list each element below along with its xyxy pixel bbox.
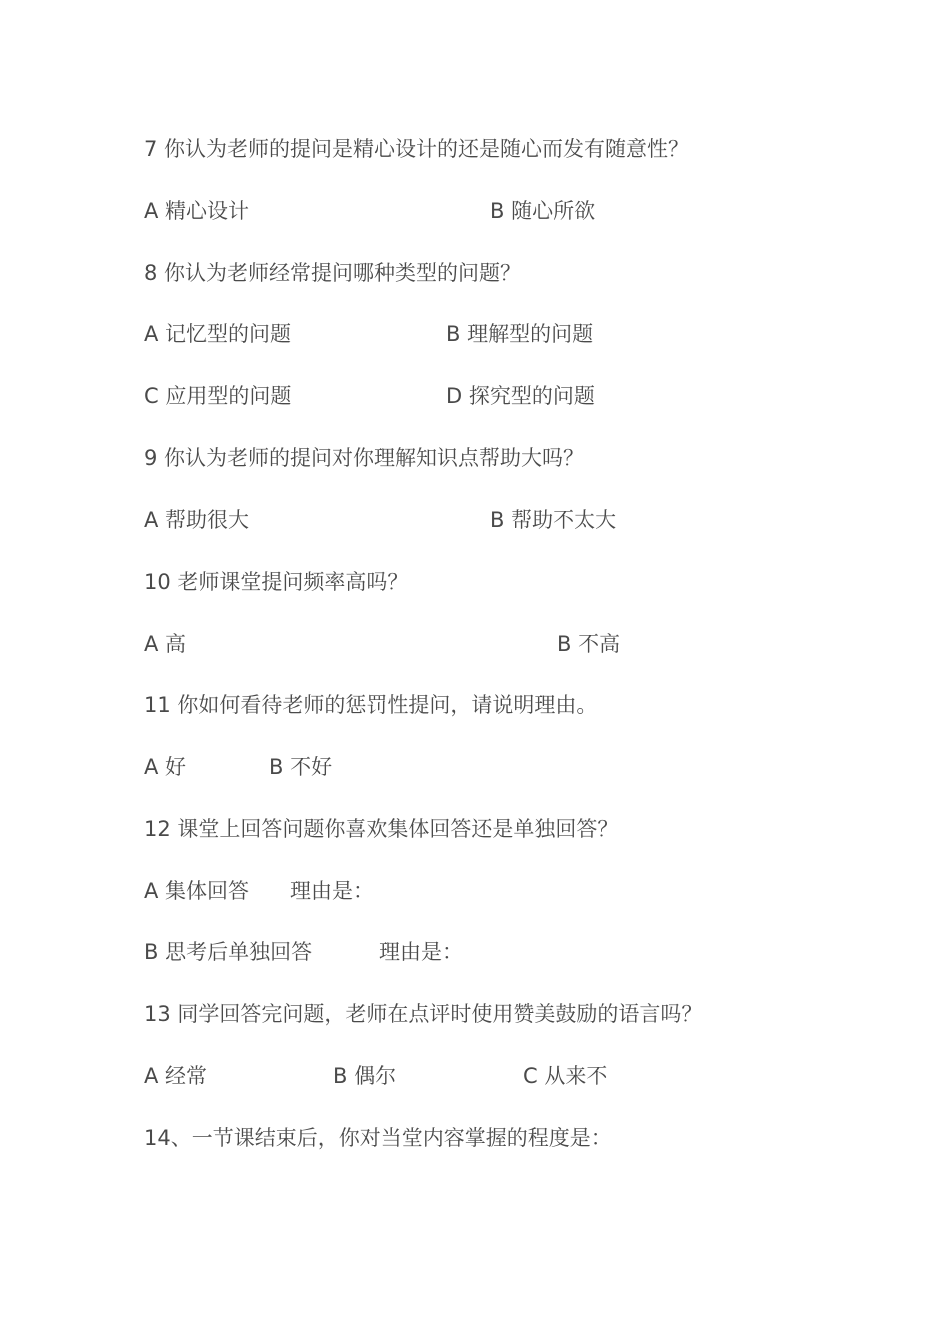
q11-option-b: B 不好 [269, 755, 333, 779]
q8-option-b: B 理解型的问题 [446, 322, 594, 346]
q13-option-a: A 经常 [144, 1064, 208, 1088]
question-10: 10 老师课堂提问频率高吗？ [144, 570, 409, 594]
q9-option-b: B 帮助不太大 [490, 508, 617, 532]
q12-option-b-reason: 理由是： [379, 940, 463, 964]
q10-option-b: B 不高 [557, 632, 621, 656]
q10-option-a: A 高 [144, 632, 187, 656]
question-12: 12 课堂上回答问题你喜欢集体回答还是单独回答？ [144, 817, 619, 841]
q12-option-a-reason: 理由是： [290, 879, 374, 903]
q13-option-c: C 从来不 [523, 1064, 608, 1088]
q8-option-c: C 应用型的问题 [144, 384, 292, 408]
q13-option-b: B 偶尔 [333, 1064, 397, 1088]
question-13: 13 同学回答完问题，老师在点评时使用赞美鼓励的语言吗？ [144, 1002, 703, 1026]
question-7: 7 你认为老师的提问是精心设计的还是随心而发有随意性？ [144, 137, 690, 161]
question-9: 9 你认为老师的提问对你理解知识点帮助大吗？ [144, 446, 585, 470]
question-14: 14、一节课结束后，你对当堂内容掌握的程度是： [144, 1126, 612, 1150]
q11-option-a: A 好 [144, 755, 187, 779]
q8-option-a: A 记忆型的问题 [144, 322, 292, 346]
question-8: 8 你认为老师经常提问哪种类型的问题？ [144, 261, 522, 285]
q9-option-a: A 帮助很大 [144, 508, 250, 532]
q7-option-a: A 精心设计 [144, 199, 250, 223]
q12-option-a: A 集体回答 [144, 879, 250, 903]
q8-option-d: D 探究型的问题 [446, 384, 595, 408]
question-11: 11 你如何看待老师的惩罚性提问，请说明理由。 [144, 693, 598, 717]
q12-option-b: B 思考后单独回答 [144, 940, 313, 964]
q7-option-b: B 随心所欲 [490, 199, 596, 223]
